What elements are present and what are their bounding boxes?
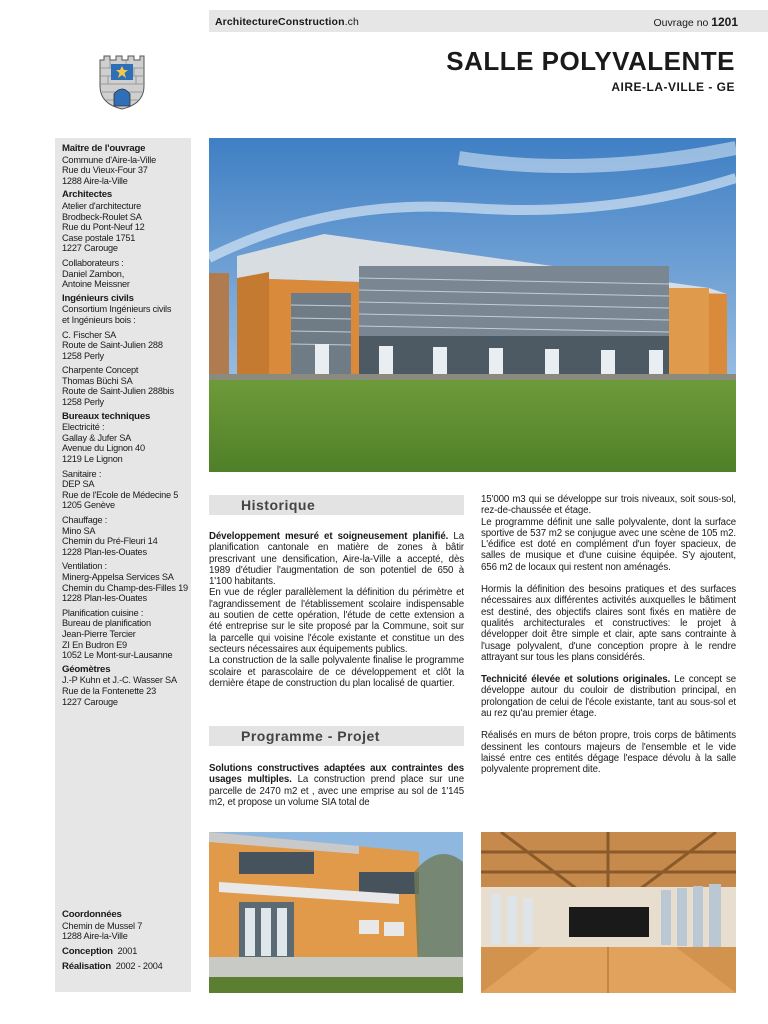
cuisine-line: ZI En Budron E9 <box>62 639 127 650</box>
architectes-line: Rue du Pont-Neuf 12 <box>62 222 145 233</box>
page-subtitle: AIRE-LA-VILLE - GE <box>611 80 735 94</box>
sanitaire-line: Rue de l'Ecole de Médecine 5 <box>62 489 179 500</box>
architectes-heading: Architectes <box>62 189 113 201</box>
geometres-block <box>62 665 190 707</box>
historique-p3: La construction de la salle polyvalente finalise le programme scolaire et parascolaire de ce développement et clôt la dernière étape de construction du plan localisé de quartier. <box>209 655 464 689</box>
chauffage-line: Chauffage : <box>62 515 108 525</box>
chauffage-block <box>62 515 190 557</box>
ouvrage-value: 1201 <box>711 15 738 29</box>
elec-line: Gallay & Jufer SA <box>62 432 132 443</box>
maitre-block <box>62 144 190 186</box>
exterior-photo <box>209 832 463 993</box>
ingenieurs-line: Consortium Ingénieurs civils <box>62 304 172 315</box>
ventilation-line: Minerg-Appelsa Services SA <box>62 571 174 582</box>
charpente-line: Thomas Büchi SA <box>62 375 133 386</box>
page-title: SALLE POLYVALENTE <box>446 46 735 76</box>
sidebar-credits <box>62 144 190 711</box>
programme-lead: Solutions constructives adaptées aux contraintes des usages multiples. <box>209 763 464 786</box>
architectes-block <box>62 190 190 254</box>
fischer-block <box>62 330 190 362</box>
architectes-line: Case postale 1751 <box>62 232 136 243</box>
right-column-text <box>481 494 736 776</box>
programme-title: Programme - Projet <box>241 728 380 744</box>
programme-p1: La construction prend place sur une parcelle de 2470 m2 et , avec une emprise au sol de 1'145 m2, et propose un volume SIA total de <box>209 774 464 808</box>
conception-label: Conception <box>62 945 113 957</box>
architectes-line: Brodbeck-Roulet SA <box>62 211 142 222</box>
right-p2: Le programme définit une salle polyvalente, dont la surface sportive de 537 m2 se conjugue avec une scène de 105 m2. L'édifice est doté en complément d'un foyer spacieux, de salles de musique et d'une cuisine équipée. S'y ajoutent, 656 m2 de locaux qui restent non aménagés. <box>481 516 736 573</box>
main-building-photo <box>209 138 736 472</box>
ingenieurs-heading: Ingénieurs civils <box>62 292 134 304</box>
realisation-label: Réalisation <box>62 961 111 973</box>
chauffage-line: Chemin du Pré-Fleuri 14 <box>62 536 158 547</box>
fischer-line: Route de Saint-Julien 288 <box>62 340 163 351</box>
programme-paragraph <box>209 763 464 808</box>
right-p4 <box>481 674 736 719</box>
maitre-line: 1288 Aire-la-Ville <box>62 175 128 186</box>
geometres-line: 1227 Carouge <box>62 696 118 707</box>
charpente-line: Route de Saint-Julien 288bis <box>62 386 174 397</box>
right-p4-text: Le concept se développe autour du couloir de distribution principal, en prolongation de celui de l'école existante, tant au sous-sol et au rez qu'au premier étage. <box>481 674 736 720</box>
cuisine-block <box>62 608 190 661</box>
ingenieurs-line: et Ingénieurs bois : <box>62 314 136 325</box>
site-name-bold: ArchitectureConstruction <box>215 16 345 28</box>
conception-row <box>62 946 190 958</box>
historique-title: Historique <box>241 497 316 513</box>
right-p5: Réalisés en murs de béton propre, trois corps de bâtiments dessinent les contours majeurs de l'ensemble et le vide laissé entre ces entités dégage l'espace dévolu à la salle polyvalente proprement dite. <box>481 730 736 776</box>
programme-text <box>209 763 464 808</box>
coord-line: Chemin de Mussel 7 <box>62 920 143 931</box>
sanitaire-line: DEP SA <box>62 479 95 490</box>
cuisine-line: Bureau de planification <box>62 618 151 629</box>
site-name[interactable] <box>215 16 359 28</box>
maitre-line: Rue du Vieux-Four 37 <box>62 165 148 176</box>
conception-value: 2001 <box>117 945 138 956</box>
charpente-line: Charpente Concept <box>62 365 139 376</box>
collab-line: Collaborateurs : <box>62 257 124 268</box>
ouvrage-label: Ouvrage no <box>653 17 709 29</box>
realisation-row <box>62 961 190 973</box>
charpente-line: 1258 Perly <box>62 397 104 408</box>
ventilation-block <box>62 561 190 603</box>
sanitaire-line: Sanitaire : <box>62 468 102 479</box>
right-p4-lead: Technicité élevée et solutions originales. <box>481 674 671 686</box>
chauffage-line: Mino SA <box>62 525 96 536</box>
sanitaire-block <box>62 469 190 511</box>
site-name-tld: .ch <box>344 16 359 28</box>
historique-text <box>209 531 464 689</box>
right-p3: Hormis la définition des besoins pratiques et des surfaces nécessaires aux différentes activités auxquelles le bâtiment est destiné, des objectifs claires sont fixés en matière de qualités architecturales et constructives: le projet à développer doit être simple et clair, apte sans contrainte à l'usage polyvalent, d'une conception propre à le rendre attrayant sur tous les plans considérés. <box>481 584 736 663</box>
elec-line: Avenue du Lignon 40 <box>62 443 145 454</box>
collaborateurs-block <box>62 258 190 290</box>
fischer-line: 1258 Perly <box>62 350 104 361</box>
geometres-line: J.-P Kuhn et J.-C. Wasser SA <box>62 675 177 686</box>
coord-block <box>62 910 190 942</box>
ouvrage-number <box>654 15 739 29</box>
ventilation-line: Ventilation : <box>62 561 107 572</box>
historique-header <box>209 495 464 515</box>
right-p1: 15'000 m3 qui se développe sur trois niveaux, soit sous-sol, rez-de-chaussée et étage. <box>481 494 736 517</box>
elec-line: Electricité : <box>62 422 105 433</box>
sidebar-facts <box>62 910 190 977</box>
historique-p2: En vue de régler parallèlement la définition du périmètre et l'agrandissement de l'établissement scolaire indispensable au soutien de cette opération, l'étude de cette extension a été entreprise sur le site proposé par la Commune, soit sur la parcelle qui voisine l'école existante et constitue un des secteurs nécessaires aux équipements publics. <box>209 587 464 655</box>
fischer-line: C. Fischer SA <box>62 329 117 340</box>
architectes-line: 1227 Carouge <box>62 243 118 254</box>
coord-line: 1288 Aire-la-Ville <box>62 931 128 942</box>
ventilation-line: Chemin du Champ-des-Filles 19 <box>62 582 188 593</box>
geometres-heading: Géomètres <box>62 663 111 675</box>
historique-p1: La planification cantonale en matière de zones à bâtir prescrivant une densification, Aire-la-Ville a accepté, dès 1989 d'étudier l'augmentation de son potentiel de 650 à 1'100 habitants. <box>209 531 464 588</box>
bureaux-heading: Bureaux techniques <box>62 410 151 422</box>
realisation-value: 2002 - 2004 <box>115 961 163 972</box>
cuisine-line: Planification cuisine : <box>62 607 144 618</box>
historique-paragraph <box>209 531 464 587</box>
coord-heading: Coordonnées <box>62 909 122 920</box>
maitre-heading: Maître de l'ouvrage <box>62 143 146 154</box>
collab-line: Daniel Zambon, <box>62 268 125 279</box>
sanitaire-line: 1205 Genève <box>62 500 115 511</box>
programme-header <box>209 726 464 746</box>
ingenieurs-block <box>62 294 190 326</box>
ventilation-line: 1228 Plan-les-Ouates <box>62 593 147 604</box>
cuisine-line: 1052 Le Mont-sur-Lausanne <box>62 650 173 661</box>
historique-lead: Développement mesuré et soigneusement planifié. <box>209 531 449 542</box>
charpente-block <box>62 365 190 407</box>
bureaux-block <box>62 412 190 465</box>
interior-photo <box>481 832 736 993</box>
geometres-line: Rue de la Fontenette 23 <box>62 685 156 696</box>
sidebar-panel <box>55 138 191 992</box>
cuisine-line: Jean-Pierre Tercier <box>62 628 136 639</box>
collab-line: Antoine Meissner <box>62 279 130 290</box>
elec-line: 1219 Le Lignon <box>62 454 123 465</box>
maitre-line: Commune d'Aire-la-Ville <box>62 154 156 165</box>
chauffage-line: 1228 Plan-les-Ouates <box>62 546 147 557</box>
architectes-line: Atelier d'architecture <box>62 200 142 211</box>
crest-icon <box>96 54 148 110</box>
